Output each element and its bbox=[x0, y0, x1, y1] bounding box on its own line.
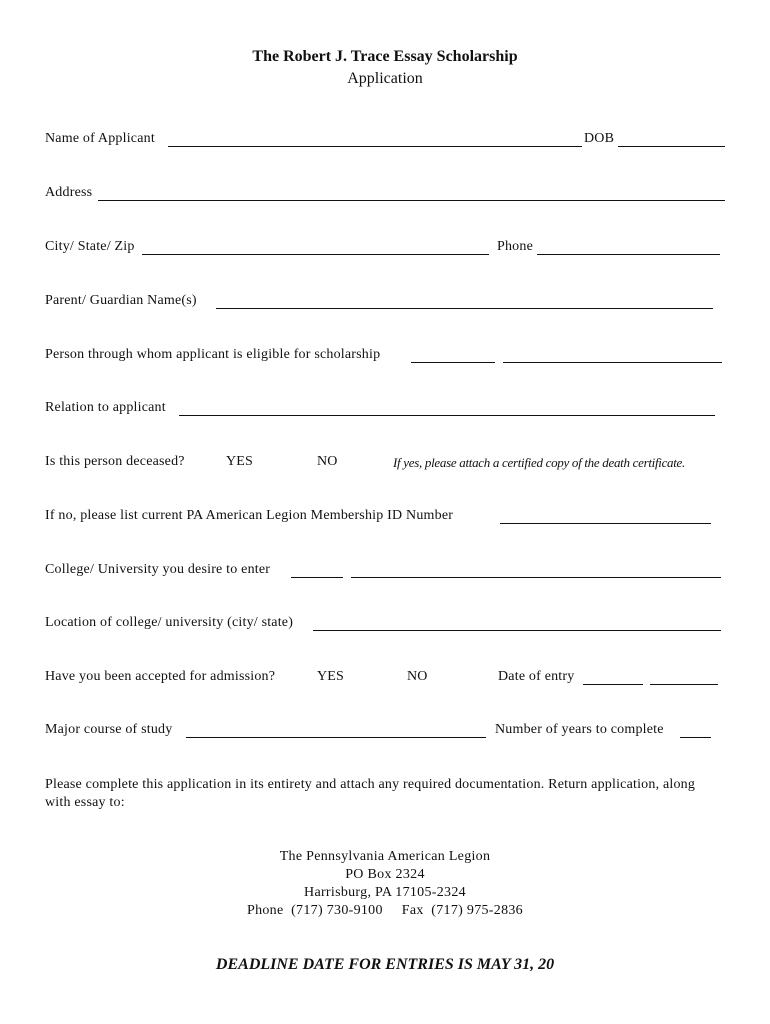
death-certificate-note: If yes, please attach a certified copy of the death certificate. bbox=[393, 455, 685, 470]
eligible-person-field-1[interactable] bbox=[411, 362, 495, 363]
deceased-no-option[interactable]: NO bbox=[317, 454, 338, 469]
parent-guardian-label: Parent/ Guardian Name(s) bbox=[45, 293, 197, 308]
accepted-row bbox=[45, 669, 725, 689]
address-row bbox=[45, 185, 725, 205]
city-state-zip-label: City/ State/ Zip bbox=[45, 239, 135, 254]
phone-label: Phone bbox=[497, 239, 533, 254]
applicant-name-label: Name of Applicant bbox=[45, 131, 155, 146]
location-row bbox=[45, 615, 725, 635]
college-field-2[interactable] bbox=[351, 577, 721, 578]
address-field[interactable] bbox=[98, 200, 725, 201]
applicant-name-field[interactable] bbox=[168, 146, 582, 147]
form-subtitle: Application bbox=[347, 70, 423, 87]
years-to-complete-field[interactable] bbox=[680, 737, 711, 738]
phone-field[interactable] bbox=[537, 254, 720, 255]
date-of-entry-field-2[interactable] bbox=[650, 684, 718, 685]
po-box: PO Box 2324 bbox=[345, 867, 425, 882]
eligible-person-field-2[interactable] bbox=[503, 362, 722, 363]
contact-numbers: Phone (717) 730-9100 Fax (717) 975-2836 bbox=[247, 903, 523, 918]
college-location-label: Location of college/ university (city/ state) bbox=[45, 615, 294, 630]
major-row bbox=[45, 722, 725, 742]
college-location-field[interactable] bbox=[313, 630, 721, 631]
college-label: College/ University you desire to enter bbox=[45, 562, 271, 577]
accepted-yes-option[interactable]: YES bbox=[317, 669, 345, 684]
college-field-1[interactable] bbox=[291, 577, 343, 578]
major-field[interactable] bbox=[186, 737, 486, 738]
membership-id-field[interactable] bbox=[500, 523, 711, 524]
deceased-row bbox=[45, 454, 725, 474]
relation-label: Relation to applicant bbox=[45, 400, 166, 415]
accepted-no-option[interactable]: NO bbox=[407, 669, 428, 684]
dob-label: DOB bbox=[584, 131, 615, 146]
deadline-notice: DEADLINE DATE FOR ENTRIES IS MAY 31, 20 bbox=[215, 956, 555, 973]
date-of-entry-label: Date of entry bbox=[498, 669, 575, 684]
address-label: Address bbox=[45, 185, 93, 200]
city-state: Harrisburg, PA 17105-2324 bbox=[304, 885, 466, 900]
org-name: The Pennsylvania American Legion bbox=[279, 849, 491, 864]
dob-field[interactable] bbox=[618, 146, 725, 147]
years-to-complete-label: Number of years to complete bbox=[495, 722, 664, 737]
parent-guardian-field[interactable] bbox=[216, 308, 713, 309]
eligible-person-label: Person through whom applicant is eligible for scholarship bbox=[45, 347, 381, 362]
deceased-label: Is this person deceased? bbox=[45, 454, 185, 469]
eligible-person-row bbox=[45, 347, 725, 367]
relation-field[interactable] bbox=[179, 415, 715, 416]
membership-row bbox=[45, 508, 725, 528]
college-row bbox=[45, 562, 725, 582]
membership-id-label: If no, please list current PA American Legion Membership ID Number bbox=[45, 508, 454, 523]
city-phone-row bbox=[45, 239, 725, 259]
major-label: Major course of study bbox=[45, 722, 173, 737]
accepted-label: Have you been accepted for admission? bbox=[45, 669, 276, 684]
instructions-text: Please complete this application in its entirety and attach any required documentation. Return application, along with essay to: bbox=[45, 777, 696, 810]
applicant-name-row bbox=[45, 131, 725, 151]
date-of-entry-field-1[interactable] bbox=[583, 684, 643, 685]
parent-row bbox=[45, 293, 725, 313]
city-state-zip-field[interactable] bbox=[142, 254, 489, 255]
deceased-yes-option[interactable]: YES bbox=[226, 454, 254, 469]
relation-row bbox=[45, 400, 725, 420]
form-title: The Robert J. Trace Essay Scholarship bbox=[252, 48, 518, 65]
